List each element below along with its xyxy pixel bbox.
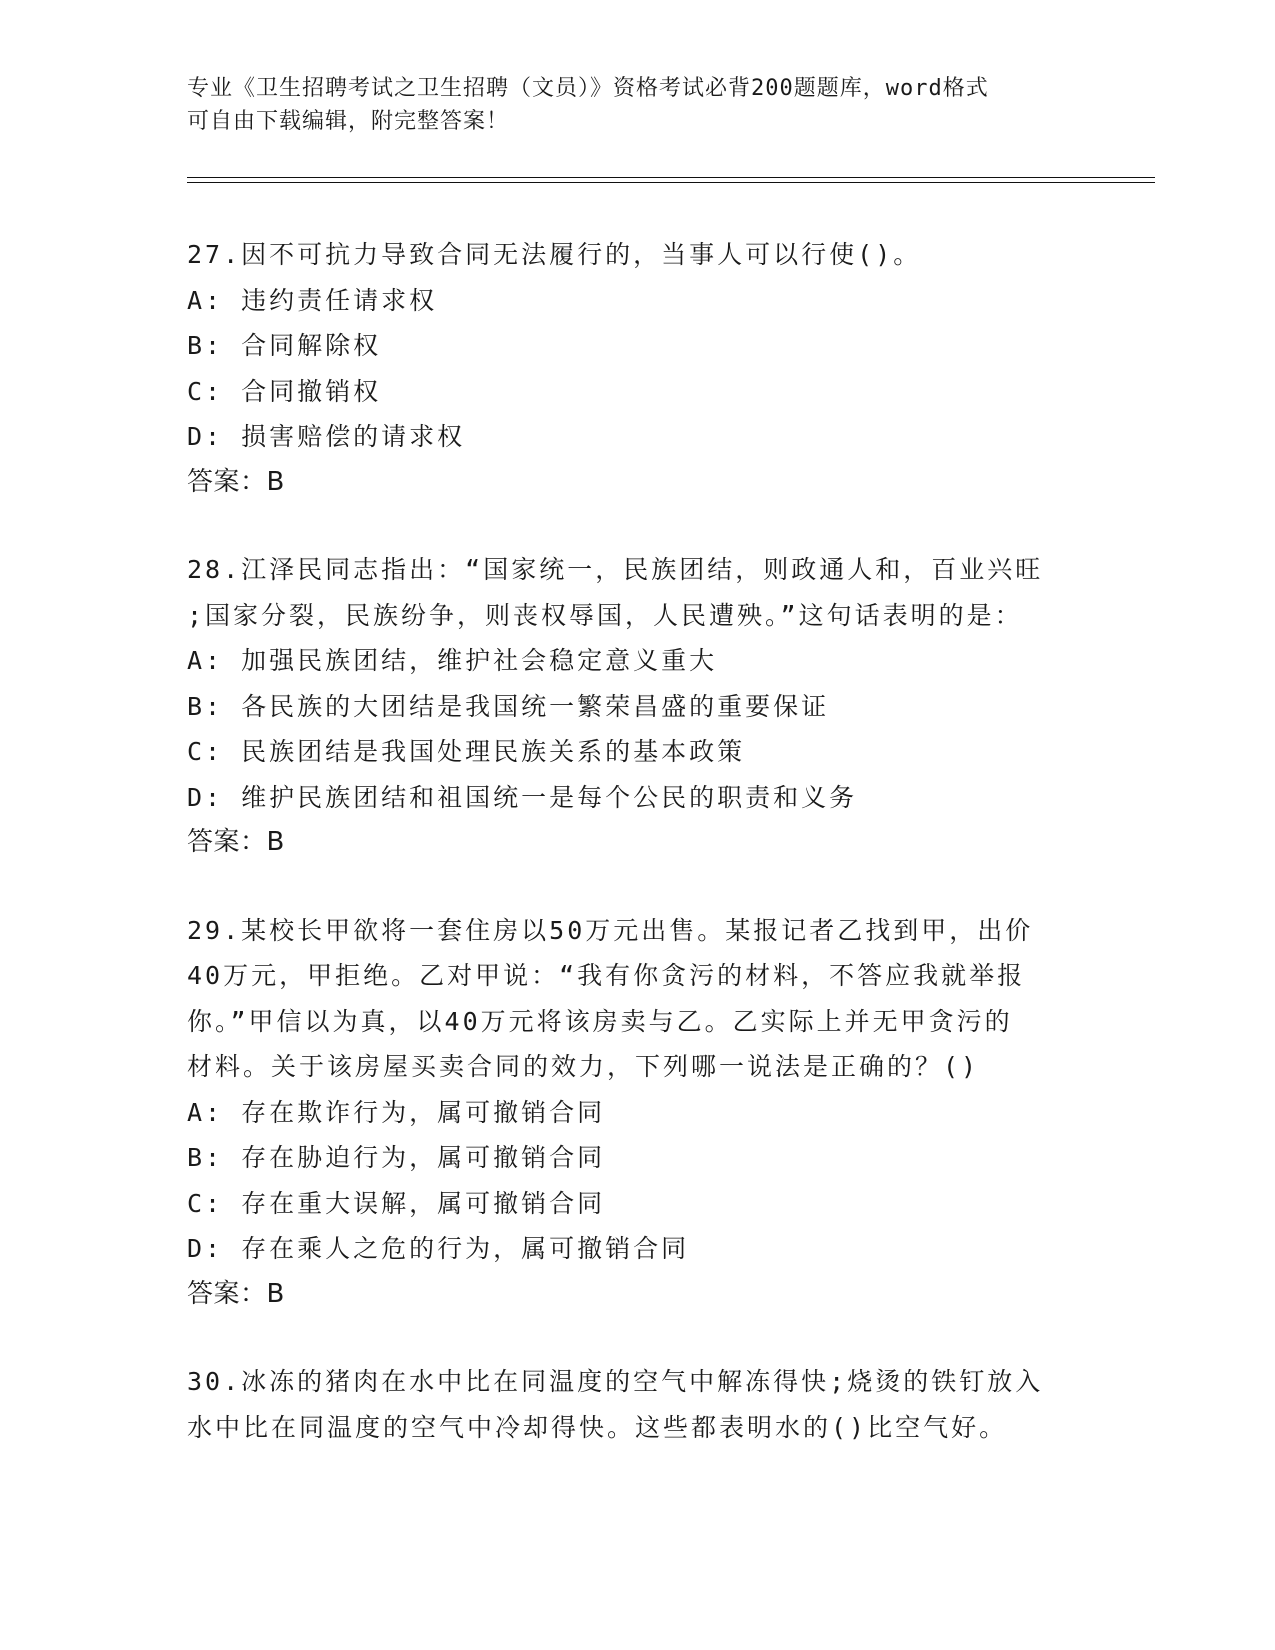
option-b: B: 各民族的大团结是我国统一繁荣昌盛的重要保证 <box>187 691 830 721</box>
question-text: 你。”甲信以为真，以40万元将该房卖与乙。乙实际上并无甲贪污的 <box>187 1006 1013 1036</box>
option-b: B: 存在胁迫行为，属可撤销合同 <box>187 1143 606 1172</box>
question-text: 水中比在同温度的空气中冷却得快。这些都表明水的()比空气好。 <box>187 1412 1008 1442</box>
question-text: 30.冰冻的猪肉在水中比在同温度的空气中解冻得快;烧烫的铁钉放入 <box>187 1367 1044 1396</box>
question-text: 材料。关于该房屋买卖合同的效力，下列哪一说法是正确的？() <box>187 1052 980 1081</box>
option-a: A: 违约责任请求权 <box>187 285 438 315</box>
header-line-1: 专业《卫生招聘考试之卫生招聘（文员）》资格考试必背200题题库，word格式 <box>187 76 989 101</box>
option-a: A: 存在欺诈行为，属可撤销合同 <box>187 1097 606 1127</box>
question-text: 29.某校长甲欲将一套住房以50万元出售。某报记者乙找到甲，出价 <box>187 915 1034 945</box>
option-b: B: 合同解除权 <box>187 331 382 360</box>
option-c: C: 民族团结是我国处理民族关系的基本政策 <box>187 737 746 766</box>
header-divider-bottom <box>187 182 1155 183</box>
question-28 <box>187 547 1087 866</box>
question-27 <box>187 232 1087 505</box>
answer-line: 答案：B <box>187 827 285 857</box>
header-divider-top <box>187 177 1155 178</box>
option-c: C: 合同撤销权 <box>187 376 382 406</box>
answer-line: 答案：B <box>187 466 285 497</box>
answer-line: 答案：B <box>187 1278 285 1309</box>
option-c: C: 存在重大误解，属可撤销合同 <box>187 1188 606 1218</box>
question-29 <box>187 908 1087 1318</box>
question-30 <box>187 1359 1087 1450</box>
header-line-2: 可自由下载编辑，附完整答案！ <box>187 109 510 134</box>
question-text: 40万元，甲拒绝。乙对甲说：“我有你贪污的材料，不答应我就举报 <box>187 961 1026 990</box>
question-list <box>187 232 1087 1492</box>
option-d: D: 存在乘人之危的行为，属可撤销合同 <box>187 1234 690 1263</box>
option-d: D: 损害赔偿的请求权 <box>187 422 466 451</box>
question-text: ;国家分裂，民族纷争，则丧权辱国，人民遭殃。”这句话表明的是： <box>187 600 1023 630</box>
question-text: 27.因不可抗力导致合同无法履行的，当事人可以行使()。 <box>187 240 922 269</box>
option-a: A: 加强民族团结，维护社会稳定意义重大 <box>187 646 718 675</box>
question-text: 28.江泽民同志指出：“国家统一，民族团结，则政通人和，百业兴旺 <box>187 555 1044 584</box>
option-d: D: 维护民族团结和祖国统一是每个公民的职责和义务 <box>187 782 858 812</box>
document-header <box>187 72 1087 138</box>
